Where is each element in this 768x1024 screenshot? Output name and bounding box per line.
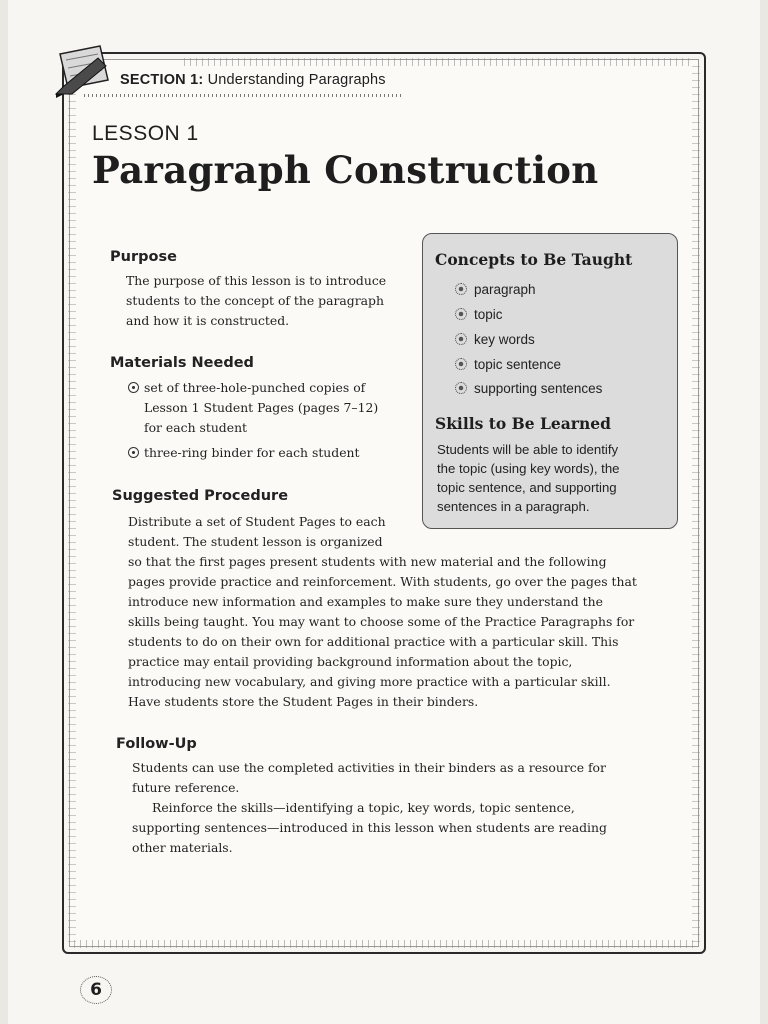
lesson-label: LESSON 1 bbox=[92, 122, 199, 145]
followup-text: Students can use the completed activities in their binders as a resource for future reference. Reinforce the skills—identifying a topic, key words, topic sentence, supporting sentences—introduced in this lesson when students are reading other materials. bbox=[132, 760, 607, 855]
concepts-skills-box bbox=[422, 233, 678, 529]
sun-icon bbox=[455, 333, 467, 345]
concept-item: paragraph bbox=[455, 282, 536, 297]
concepts-heading: Concepts to Be Taught bbox=[435, 250, 633, 269]
bullet-icon bbox=[128, 447, 139, 458]
concept-item: topic sentence bbox=[455, 357, 561, 372]
procedure-text: Distribute a set of Student Pages to each student. The student lesson is organized so that the first pages present students with new material and the following pages provide practice and reinforcement. With students, go over the pages that introduce new information and examples to make sure they understand the skills being taught. You may want to choose some of the Practice Paragraphs for students to do on their own for additional practice with a particular skill. This practice may entail providing background information about the topic, introducing new vocabulary, and giving more practice with a particular skill. Have students store the Student Pages in their binders. bbox=[128, 514, 637, 709]
materials-item: set of three-hole-punched copies of Lesson 1 Student Pages (pages 7–12) for each student bbox=[128, 378, 378, 438]
skills-heading: Skills to Be Learned bbox=[435, 414, 611, 433]
page-number: 6 bbox=[80, 976, 112, 1004]
section-underline bbox=[84, 94, 404, 97]
sun-icon bbox=[455, 308, 467, 320]
concept-item: topic bbox=[455, 307, 503, 322]
lesson-title: Paragraph Construction bbox=[92, 148, 599, 192]
section-title: Understanding Paragraphs bbox=[207, 72, 386, 88]
section-header bbox=[120, 72, 386, 88]
followup-heading: Follow-Up bbox=[116, 736, 197, 752]
sun-icon bbox=[455, 283, 467, 295]
pencil-icon bbox=[54, 44, 114, 100]
purpose-line: and how it is constructed. bbox=[126, 313, 290, 328]
materials-heading: Materials Needed bbox=[110, 355, 254, 371]
sun-icon bbox=[455, 382, 467, 394]
materials-item: three-ring binder for each student bbox=[128, 443, 360, 463]
purpose-text bbox=[126, 271, 386, 331]
section-label: SECTION 1: bbox=[120, 72, 204, 88]
skills-text: Students will be able to identify the topic (using key words), the topic sentence, and supporting sentences in a paragraph. bbox=[437, 442, 620, 514]
bullet-icon bbox=[128, 382, 139, 393]
procedure-heading: Suggested Procedure bbox=[112, 488, 289, 504]
concept-item: supporting sentences bbox=[455, 381, 602, 396]
concept-item: key words bbox=[455, 332, 535, 347]
sun-icon bbox=[455, 358, 467, 370]
purpose-line: students to the concept of the paragraph bbox=[126, 293, 384, 308]
purpose-heading: Purpose bbox=[110, 249, 177, 265]
purpose-line: The purpose of this lesson is to introduce bbox=[126, 273, 387, 288]
